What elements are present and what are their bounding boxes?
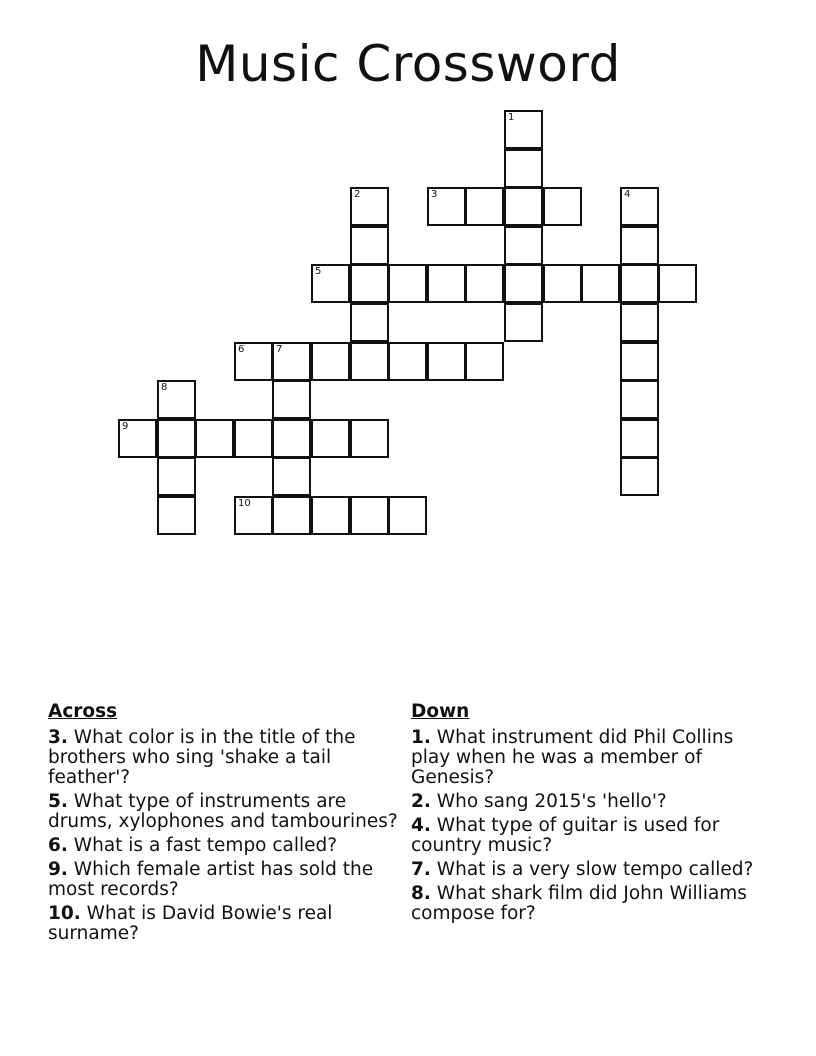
cell-number: 4 [624, 189, 631, 200]
cell-number: 6 [238, 344, 245, 355]
crossword-cell[interactable] [504, 264, 543, 303]
crossword-cell[interactable] [388, 342, 427, 381]
clue-number: 4. [411, 815, 431, 836]
down-clues [411, 702, 763, 928]
clue-text: What type of guitar is used for country music? [411, 815, 720, 856]
crossword-cell[interactable] [465, 264, 504, 303]
clue-number: 3. [48, 727, 68, 748]
clue-text: What shark film did John Williams compose for? [411, 883, 747, 924]
crossword-cell[interactable] [388, 264, 427, 303]
cell-number: 10 [238, 498, 251, 509]
across-clue [48, 792, 400, 832]
across-clue [48, 836, 400, 856]
clue-number: 6. [48, 835, 68, 856]
crossword-cell[interactable] [427, 264, 466, 303]
crossword-cell[interactable] [234, 342, 273, 381]
down-clue [411, 728, 763, 788]
clue-text: Who sang 2015's 'hello'? [436, 791, 667, 812]
across-heading: Across [48, 701, 118, 722]
crossword-cell[interactable] [234, 496, 273, 535]
crossword-cell[interactable] [311, 419, 350, 458]
crossword-cell[interactable] [157, 496, 196, 535]
crossword-cell[interactable] [350, 342, 389, 381]
clue-text: What type of instruments are drums, xylophones and tambourines? [48, 791, 398, 832]
clue-number: 1. [411, 727, 431, 748]
clue-text: Which female artist has sold the most records? [48, 859, 374, 900]
down-clue [411, 884, 763, 924]
across-clue-list [48, 728, 400, 944]
crossword-cell[interactable] [272, 419, 311, 458]
crossword-cell[interactable] [543, 264, 582, 303]
crossword-cell[interactable] [195, 419, 234, 458]
crossword-cell[interactable] [350, 187, 389, 226]
crossword-cell[interactable] [234, 419, 273, 458]
cell-number: 1 [508, 112, 515, 123]
crossword-cell[interactable] [620, 419, 659, 458]
crossword-cell[interactable] [350, 264, 389, 303]
cell-number: 9 [122, 421, 129, 432]
clue-number: 7. [411, 859, 431, 880]
cell-number: 7 [276, 344, 283, 355]
crossword-cell[interactable] [272, 342, 311, 381]
crossword-cell[interactable] [504, 149, 543, 188]
crossword-cell[interactable] [350, 303, 389, 342]
cell-number: 3 [431, 189, 438, 200]
cell-number: 5 [315, 266, 322, 277]
down-clue [411, 816, 763, 856]
down-clue [411, 860, 763, 880]
crossword-cell[interactable] [272, 380, 311, 419]
crossword-cell[interactable] [620, 380, 659, 419]
crossword-cell[interactable] [272, 496, 311, 535]
crossword-cell[interactable] [504, 303, 543, 342]
across-clue [48, 728, 400, 788]
crossword-cell[interactable] [311, 496, 350, 535]
crossword-cell[interactable] [350, 419, 389, 458]
down-heading: Down [411, 701, 470, 722]
page-title: Music Crossword [195, 35, 621, 93]
crossword-cell[interactable] [620, 342, 659, 381]
crossword-cell[interactable] [157, 380, 196, 419]
crossword-cell[interactable] [157, 419, 196, 458]
clue-text: What is David Bowie's real surname? [48, 903, 333, 944]
crossword-cell[interactable] [543, 187, 582, 226]
across-clues [48, 702, 400, 948]
clue-text: What is a fast tempo called? [73, 835, 338, 856]
crossword-cell[interactable] [620, 264, 659, 303]
crossword-cell[interactable] [272, 457, 311, 496]
crossword-cell[interactable] [581, 264, 620, 303]
crossword-cell[interactable] [311, 264, 350, 303]
clue-number: 8. [411, 883, 431, 904]
crossword-cell[interactable] [504, 187, 543, 226]
crossword-cell[interactable] [658, 264, 697, 303]
crossword-cell[interactable] [118, 419, 157, 458]
crossword-cell[interactable] [427, 342, 466, 381]
crossword-cell[interactable] [465, 187, 504, 226]
cell-number: 8 [161, 382, 168, 393]
crossword-cell[interactable] [620, 187, 659, 226]
crossword-cell[interactable] [311, 342, 350, 381]
crossword-cell[interactable] [427, 187, 466, 226]
clue-text: What is a very slow tempo called? [436, 859, 754, 880]
across-clue [48, 904, 400, 944]
down-clue [411, 792, 763, 812]
cell-number: 2 [354, 189, 361, 200]
crossword-cell[interactable] [620, 457, 659, 496]
crossword-cell[interactable] [350, 226, 389, 265]
clue-number: 9. [48, 859, 68, 880]
clue-number: 2. [411, 791, 431, 812]
clue-number: 10. [48, 903, 81, 924]
crossword-cell[interactable] [620, 303, 659, 342]
across-clue [48, 860, 400, 900]
clue-text: What instrument did Phil Collins play when he was a member of Genesis? [411, 727, 734, 788]
crossword-cell[interactable] [388, 496, 427, 535]
crossword-cell[interactable] [157, 457, 196, 496]
crossword-cell[interactable] [504, 226, 543, 265]
crossword-cell[interactable] [620, 226, 659, 265]
crossword-cell[interactable] [350, 496, 389, 535]
crossword-cell[interactable] [504, 110, 543, 149]
clue-number: 5. [48, 791, 68, 812]
down-clue-list [411, 728, 763, 924]
crossword-cell[interactable] [465, 342, 504, 381]
clue-text: What color is in the title of the brothers who sing 'shake a tail feather'? [48, 727, 356, 788]
